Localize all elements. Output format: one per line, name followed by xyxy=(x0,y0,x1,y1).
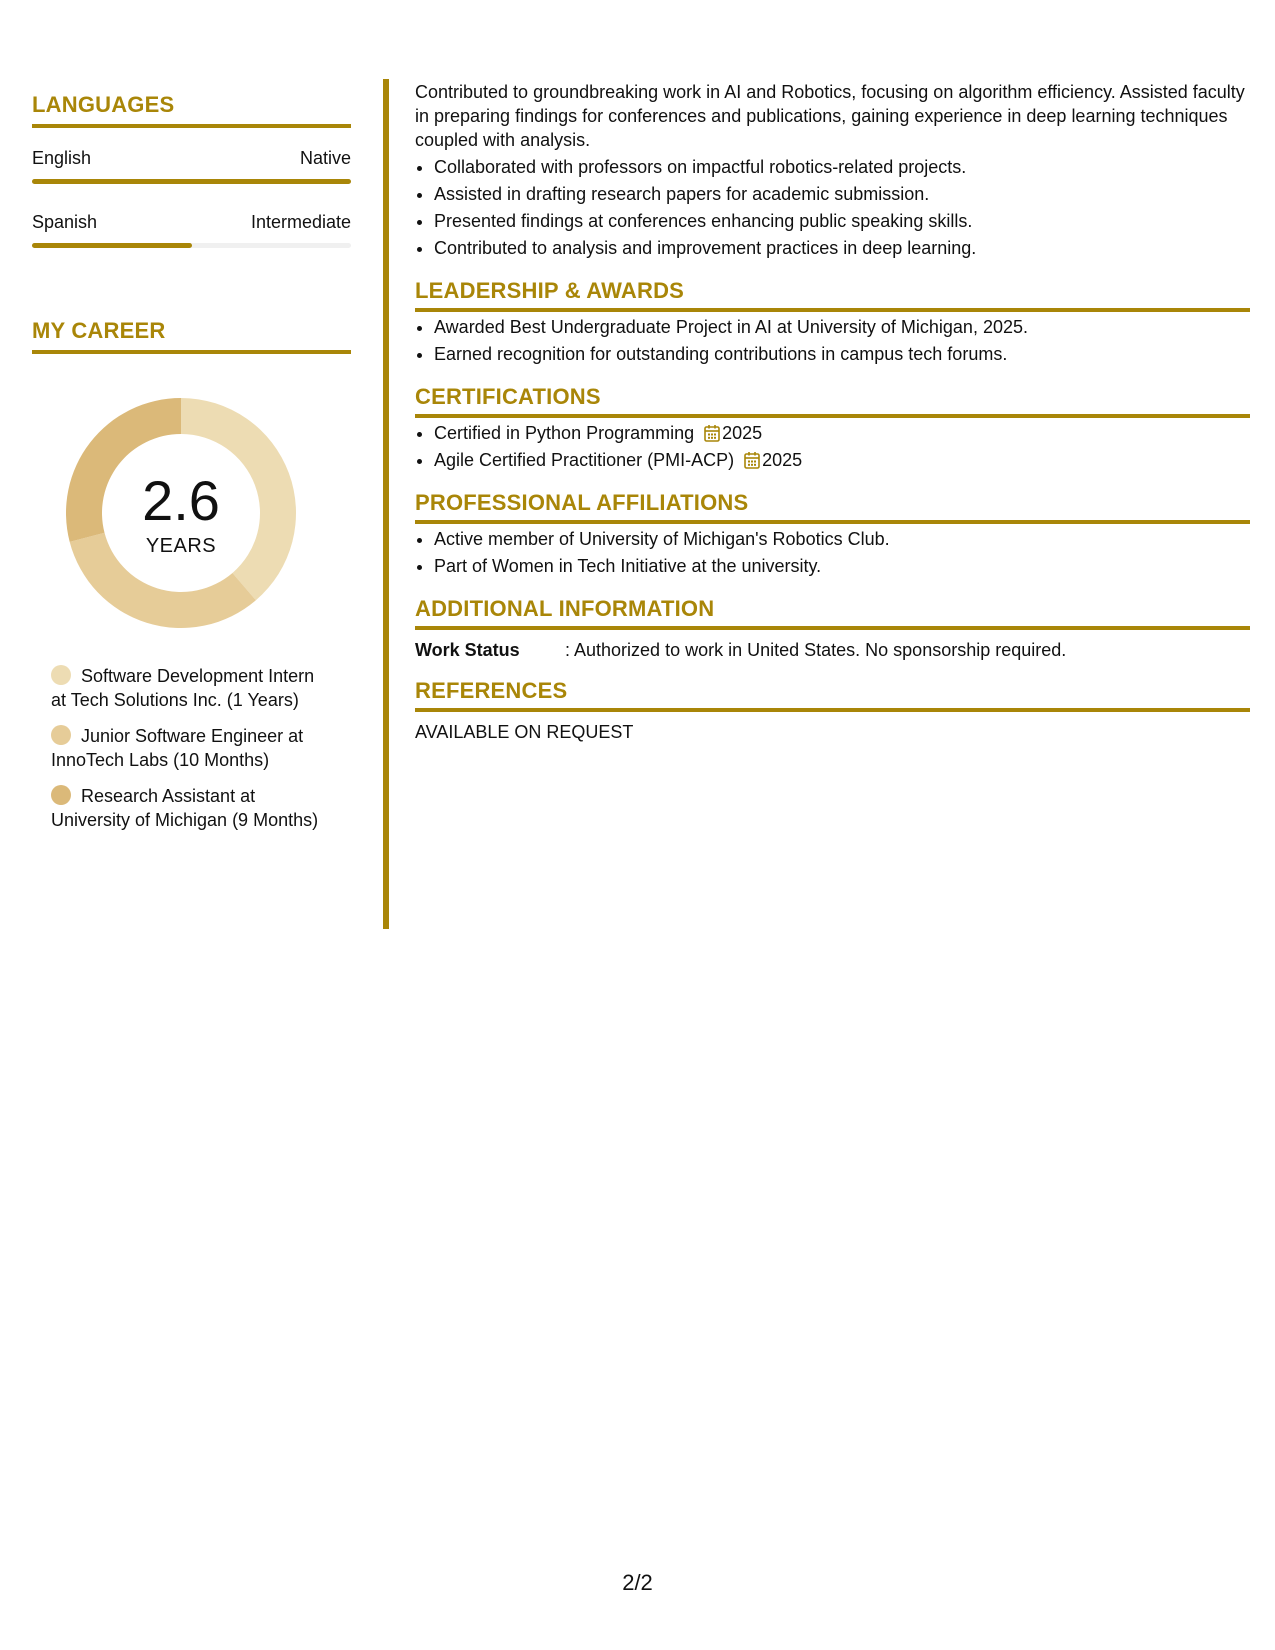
legend-dot xyxy=(51,725,71,745)
page-number: 2/2 xyxy=(622,1570,653,1595)
references-text: AVAILABLE ON REQUEST xyxy=(415,722,634,742)
certification-name: Agile Certified Practitioner (PMI-ACP) xyxy=(434,450,735,470)
certification-name: Certified in Python Programming xyxy=(434,423,695,443)
references-heading: REFERENCES xyxy=(415,678,1250,712)
legend-label: Junior Software Engineer at InnoTech Labs (10 Months) xyxy=(51,726,304,770)
experience-bullets xyxy=(415,154,1250,262)
legend-item xyxy=(51,724,331,772)
main-column xyxy=(415,80,1250,744)
list-item: • Presented findings at conferences enhancing public speaking skills. xyxy=(434,208,1250,235)
certifications-heading: CERTIFICATIONS xyxy=(415,384,1250,418)
leadership-heading: LEADERSHIP & AWARDS xyxy=(415,278,1250,312)
list-item: • Collaborated with professors on impactful robotics-related projects. xyxy=(434,154,1250,181)
legend-label: Software Development Intern at Tech Solutions Inc. (1 Years) xyxy=(51,666,315,710)
certifications-list xyxy=(415,420,1250,474)
language-name: Spanish xyxy=(32,212,98,232)
calendar-icon xyxy=(744,451,760,469)
legend-item xyxy=(51,664,331,712)
certification-item xyxy=(434,420,1250,447)
work-status-value: : Authorized to work in United States. No sponsorship required. xyxy=(565,640,1067,660)
languages-heading: LANGUAGES xyxy=(32,92,351,128)
legend-item xyxy=(51,784,331,832)
experience-description: Contributed to groundbreaking work in AI and Robotics, focusing on algorithm efficiency. Assisted faculty in preparing findings for conferences and publications, gaining experience in deep learning techniques coupled with analysis. xyxy=(415,82,1245,150)
column-divider xyxy=(383,79,389,929)
certification-year: 2025 xyxy=(722,423,763,443)
career-total-years: 2.6 xyxy=(142,468,220,532)
list-item: • Contributed to analysis and improvement practices in deep learning. xyxy=(434,235,1250,262)
list-item: • Awarded Best Undergraduate Project in AI at University of Michigan, 2025. xyxy=(434,314,1250,341)
language-level: Intermediate xyxy=(250,212,351,232)
career-donut-center xyxy=(66,398,296,628)
career-total-unit: YEARS xyxy=(145,534,217,557)
sidebar xyxy=(32,92,351,844)
career-legend xyxy=(51,664,331,832)
legend-dot xyxy=(51,785,71,805)
affiliations-bullets xyxy=(415,526,1250,580)
certification-item xyxy=(434,447,1250,474)
calendar-icon xyxy=(704,424,720,442)
list-item: • Earned recognition for outstanding contributions in campus tech forums. xyxy=(434,341,1250,368)
list-item: • Part of Women in Tech Initiative at the university. xyxy=(434,553,1250,580)
language-proficiency-bar xyxy=(32,179,351,184)
work-status-row xyxy=(415,638,1250,662)
additional-info-heading: ADDITIONAL INFORMATION xyxy=(415,596,1250,630)
language-name: English xyxy=(32,148,92,168)
legend-dot xyxy=(51,665,71,685)
language-item xyxy=(32,212,351,248)
certification-year: 2025 xyxy=(762,450,803,470)
language-proficiency-bar xyxy=(32,243,351,248)
work-status-label: Work Status xyxy=(415,640,520,660)
language-proficiency-fill xyxy=(32,179,351,184)
list-item: • Assisted in drafting research papers for academic submission. xyxy=(434,181,1250,208)
list-item: • Active member of University of Michigan's Robotics Club. xyxy=(434,526,1250,553)
language-level: Native xyxy=(299,148,351,168)
language-proficiency-fill xyxy=(32,243,192,248)
legend-label: Research Assistant at University of Michigan (9 Months) xyxy=(51,786,319,830)
leadership-bullets xyxy=(415,314,1250,368)
language-item xyxy=(32,148,351,184)
affiliations-heading: PROFESSIONAL AFFILIATIONS xyxy=(415,490,1250,524)
career-heading: MY CAREER xyxy=(32,318,351,354)
career-donut-chart xyxy=(66,398,296,628)
